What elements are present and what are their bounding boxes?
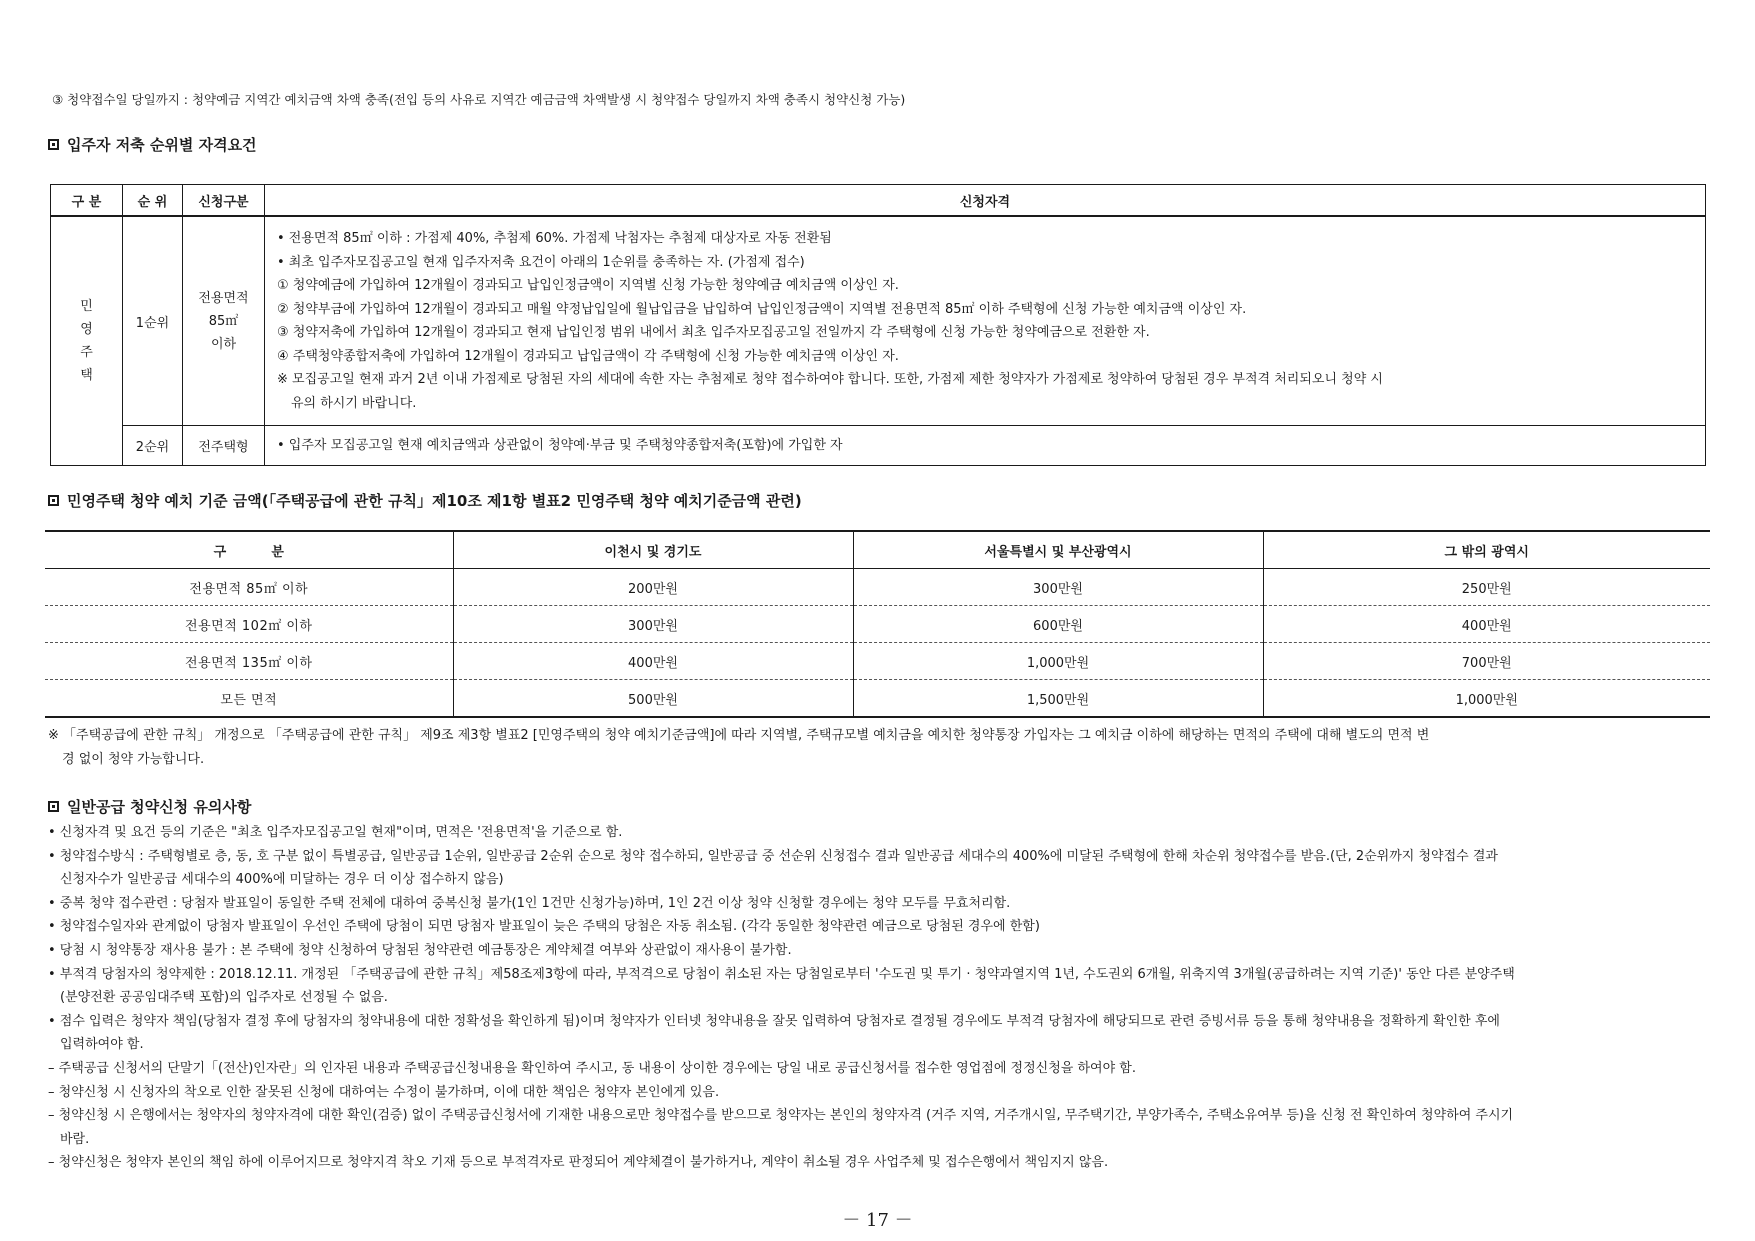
list-item: 바람. — [60, 1131, 90, 1147]
category-char: 택 — [80, 368, 93, 383]
type-line: 전용면적 — [198, 290, 249, 306]
section-title-text: 일반공급 청약신청 유의사항 — [67, 798, 252, 816]
requirement-line: • 최초 입주자모집공고일 현재 입주자저축 요건이 아래의 1순위를 충족하는 자. (가점제 접수) — [277, 254, 805, 270]
amount-cell: 300만원 — [453, 606, 853, 643]
requirement-line: ② 청약부금에 가입하여 12개월이 경과되고 매월 약정납입일에 월납입금을 납입하여 납입인정금액이 지역별 전용면적 85㎡ 이하 주택형에 신청 가능한 예치금액 이상인 자. — [277, 301, 1247, 317]
list-item: • 청약접수일자와 관계없이 당첨자 발표일이 우선인 주택에 당첨이 되면 당첨자 발표일이 늦은 주택의 당첨은 자동 취소됨. (각각 동일한 청약관련 예금으로 당첨된 경우에 한함) — [48, 919, 1040, 935]
amount-cell: 500만원 — [453, 680, 853, 718]
list-item: • 부적격 당첨자의 청약제한 : 2018.12.11. 개정된 「주택공급에 관한 규칙」제58조제3항에 따라, 부적격으로 당첨이 취소된 자는 당첨일로부터 '수도권 및 투기 · 청약과열지역 1년, 수도권외 6개월, 위축지역 3개월(공급하려는 지역 기준)' 동안 다른 분양주택 — [48, 966, 1515, 982]
list-item: – 청약신청 시 은행에서는 청약자의 청약자격에 대한 확인(검증) 없이 주택공급신청서에 기재한 내용으로만 청약접수를 받으므로 청약자는 본인의 청약자격 (거주 지역, 거주개시일, 무주택기간, 부양가족수, 주택소유여부 등)을 신청 전 확인하여 청약하여 주시기 — [48, 1108, 1514, 1124]
requirement-line: • 전용면적 85㎡ 이하 : 가점제 40%, 추첨제 60%. 가점제 낙첨자는 추첨제 대상자로 자동 전환됨 — [277, 231, 832, 246]
requirement-line: ④ 주택청약종합저축에 가입하여 12개월이 경과되고 납입금액이 각 주택형에 신청 가능한 예치금액 이상인 자. — [277, 348, 899, 364]
header-gyeonggi: 이천시 및 경기도 — [453, 531, 853, 569]
list-item: • 중복 청약 접수관련 : 당첨자 발표일이 동일한 주택 전체에 대하여 중복신청 불가(1인 1건만 신청가능)하며, 1인 2건 이상 청약 신청할 경우에는 청약 모두를 무효처리함. — [48, 895, 1011, 911]
table-row — [45, 643, 1710, 680]
requirement-line: ③ 청약저축에 가입하여 12개월이 경과되고 현재 납입인정 범위 내에서 최초 입주자모집공고일 전일까지 각 주택형에 신청 가능한 청약예금으로 전환한 자. — [277, 325, 1150, 340]
section-title-precautions — [48, 796, 251, 817]
amount-cell: 400만원 — [1263, 606, 1710, 643]
header-category: 구 분 — [51, 185, 123, 217]
requirement-line: ※ 모집공고일 현재 과거 2년 이내 가점제로 당첨된 자의 세대에 속한 자는 추첨제로 청약 접수하여야 합니다. 또한, 가점제 제한 청약자가 가점제로 청약하여 당첨된 경우 부적격 처리되오니 청약 시 — [277, 372, 1383, 387]
area-label: 전용면적 102㎡ 이하 — [45, 606, 453, 643]
rank-cell: 2순위 — [123, 426, 183, 466]
note-line: ※ 「주택공급에 관한 규칙」 개정으로 「주택공급에 관한 규칙」 제9조 제3항 별표2 [민영주택의 청약 예치기준금액]에 따라 지역별, 주택규모별 예치금을 예치한 청약통장 가입자는 그 예치금 이하에 해당하는 면적의 주택에 대해 별도의 면적 변 — [48, 728, 1430, 743]
square-bullet-icon — [48, 495, 59, 506]
eligibility-table — [50, 184, 1706, 466]
square-bullet-icon — [48, 801, 59, 812]
type-line: 이하 — [210, 336, 237, 352]
amount-cell: 400만원 — [453, 643, 853, 680]
top-note: ③ 청약접수일 당일까지 : 청약예금 지역간 예치금액 차액 충족(전입 등의 사유로 지역간 예금금액 차액발생 시 청약접수 당일까지 차액 충족시 청약신청 가능) — [52, 92, 906, 107]
header-rank: 순 위 — [123, 185, 183, 217]
list-item: • 청약접수방식 : 주택형별로 층, 동, 호 구분 없이 특별공급, 일반공급 1순위, 일반공급 2순위 순으로 청약 접수하되, 일반공급 중 선순위 신청접수 결과 일반공급 세대수의 400%에 미달된 주택형에 한해 차순위 청약접수를 받음.(단, 2순위까지 청약접수 결과 — [48, 848, 1498, 864]
note-line: 경 없이 청약 가능합니다. — [62, 752, 205, 767]
list-item: • 당첨 시 청약통장 재사용 불가 : 본 주택에 청약 신청하여 당첨된 청약관련 예금통장은 계약체결 여부와 상관없이 재사용이 불가함. — [48, 942, 792, 958]
square-bullet-icon — [48, 139, 59, 150]
category-char: 민 — [80, 299, 93, 314]
table-row — [45, 606, 1710, 643]
area-label: 전용면적 85㎡ 이하 — [45, 569, 453, 606]
category-char: 영 — [80, 322, 93, 337]
section-title-eligibility — [48, 134, 257, 155]
list-item: – 청약신청 시 신청자의 착오로 인한 잘못된 신청에 대하여는 수정이 불가하며, 이에 대한 책임은 청약자 본인에게 있음. — [48, 1084, 720, 1100]
amount-cell: 200만원 — [453, 569, 853, 606]
amount-cell: 1,000만원 — [1263, 680, 1710, 718]
deposit-note — [48, 724, 1429, 772]
section-title-deposit — [48, 490, 802, 511]
type-line: 85㎡ — [208, 313, 239, 329]
deposit-table — [45, 530, 1710, 718]
requirement-line: ① 청약예금에 가입하여 12개월이 경과되고 납입인정금액이 지역별 신청 가능한 청약예금 예치금액 이상인 자. — [277, 278, 899, 293]
page-number: － 17 － — [842, 1210, 913, 1231]
section-title-text: 민영주택 청약 예치 기준 금액(「주택공급에 관한 규칙」제10조 제1항 별표2 민영주택 청약 예치기준금액 관련) — [67, 492, 802, 510]
rank-cell: 1순위 — [123, 216, 183, 426]
precautions-list — [48, 821, 1515, 1175]
section-title-text: 입주자 저축 순위별 자격요건 — [67, 136, 257, 154]
header-type: 신청구분 — [183, 185, 265, 217]
amount-cell: 600만원 — [853, 606, 1263, 643]
list-item: • 신청자격 및 요건 등의 기준은 "최초 입주자모집공고일 현재"이며, 면적은 '전용면적'을 기준으로 함. — [48, 825, 623, 840]
type-cell: 전주택형 — [183, 426, 265, 466]
area-label: 모든 면적 — [220, 692, 278, 708]
list-item: (분양전환 공공임대주택 포함)의 입주자로 선정될 수 없음. — [60, 990, 388, 1006]
header-seoul-busan: 서울특별시 및 부산광역시 — [853, 531, 1263, 569]
list-item: – 주택공급 신청서의 단말기「(전산)인자란」의 인자된 내용과 주택공급신청내용을 확인하여 주시고, 동 내용이 상이한 경우에는 당일 내로 공급신청서를 접수한 영업점에 정정신청을 하여야 함. — [48, 1060, 1136, 1076]
amount-cell: 300만원 — [853, 569, 1263, 606]
list-item: – 청약신청은 청약자 본인의 책임 하에 이루어지므로 청약지격 착오 기재 등으로 부적격자로 판정되어 계약체결이 불가하거나, 계약이 취소될 경우 사업주체 및 접수은행에서 책임지지 않음. — [48, 1155, 1109, 1171]
header-other-metro: 그 밖의 광역시 — [1263, 531, 1710, 569]
category-cell — [51, 216, 123, 466]
amount-cell: 1,000만원 — [853, 643, 1263, 680]
area-label: 전용면적 135㎡ 이하 — [45, 643, 453, 680]
type-cell — [183, 216, 265, 426]
requirement-line: 유의 하시기 바랍니다. — [291, 395, 417, 411]
requirement-cell: • 입주자 모집공고일 현재 예치금액과 상관없이 청약예·부금 및 주택청약종합저축(포함)에 가입한 자 — [265, 426, 1706, 466]
header-category: 구 분 — [45, 531, 453, 569]
table-row — [45, 680, 1710, 718]
list-item: • 점수 입력은 청약자 책임(당첨자 결정 후에 당첨자의 청약내용에 대한 정확성을 확인하게 됨)이며 청약자가 인터넷 청약내용을 잘못 입력하여 당첨자로 결정될 경우에도 부적격 당첨자에 해당되므로 관련 증빙서류 등을 통해 청약내용을 정확하게 확인한 후에 — [48, 1013, 1500, 1029]
list-item: 신청자수가 일반공급 세대수의 400%에 미달하는 경우 더 이상 접수하지 않음) — [60, 872, 504, 888]
requirement-cell — [265, 216, 1706, 426]
table-row — [45, 569, 1710, 606]
amount-cell: 250만원 — [1263, 569, 1710, 606]
list-item: 입력하여야 함. — [60, 1037, 144, 1053]
amount-cell: 1,500만원 — [853, 680, 1263, 718]
header-requirement: 신청자격 — [265, 185, 1706, 217]
category-char: 주 — [80, 345, 93, 360]
amount-cell: 700만원 — [1263, 643, 1710, 680]
